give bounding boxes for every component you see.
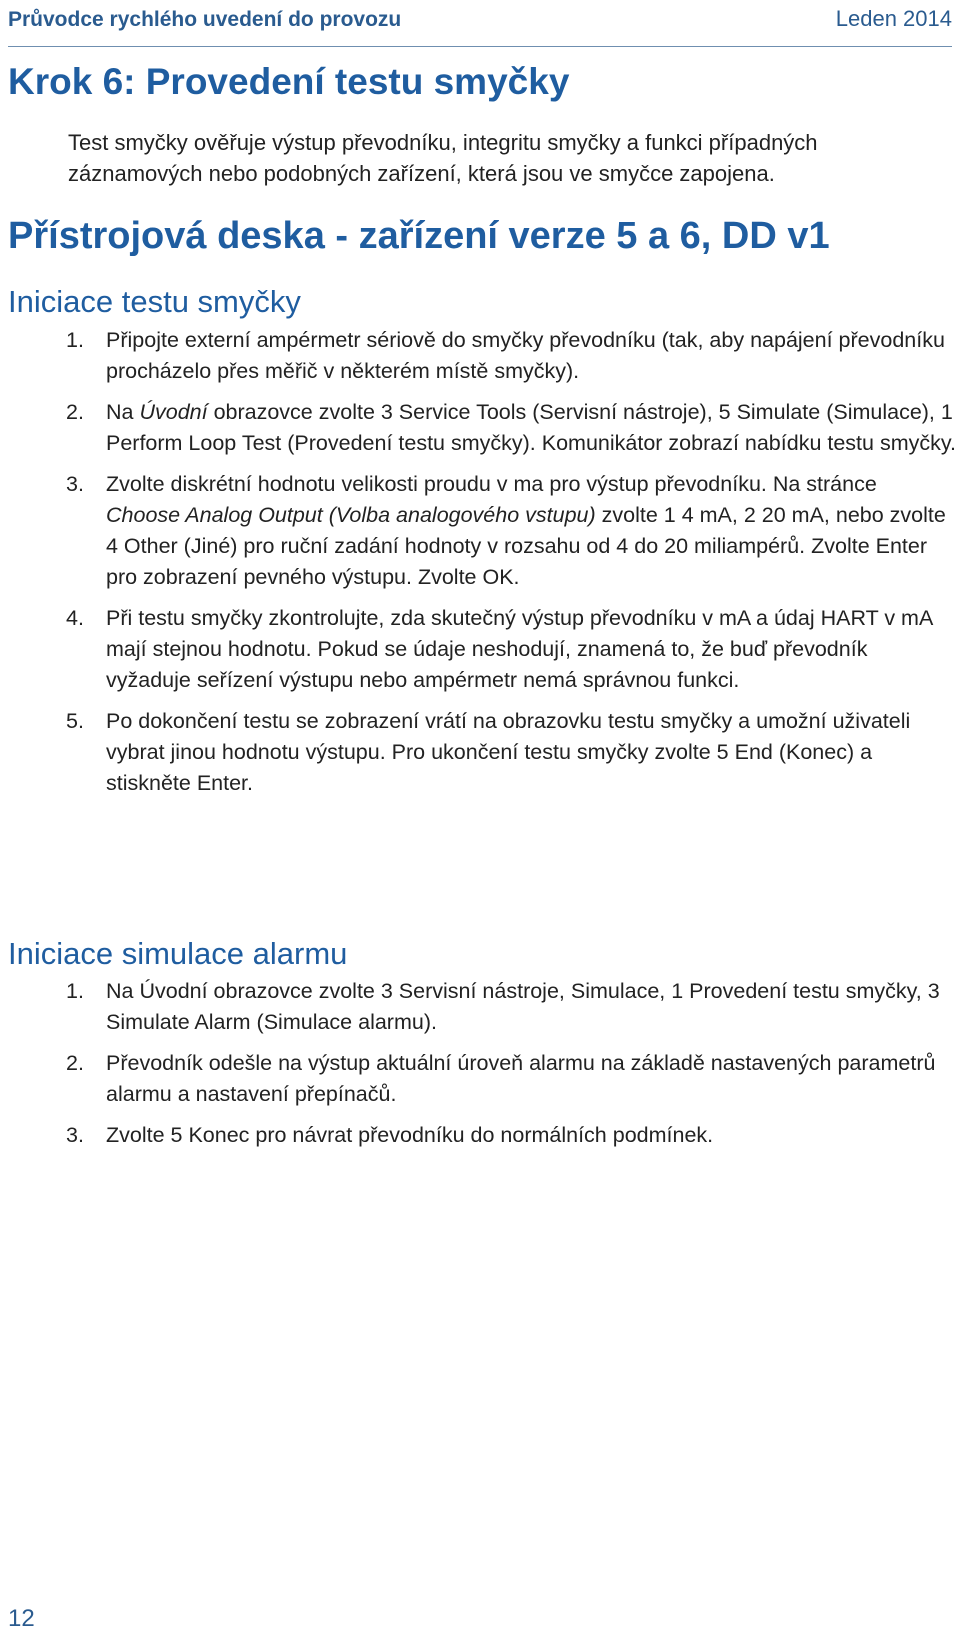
item-text-pre: Zvolte diskrétní hodnotu velikosti proudu v ma pro výstup převodníku. Na stránce (106, 472, 877, 496)
item-number: 1. (66, 979, 84, 1003)
item-number: 2. (66, 1051, 84, 1075)
section-heading: Přístrojová deska - zařízení verze 5 a 6, DD v1 (8, 215, 830, 257)
alarm-simulation-steps (66, 976, 956, 1161)
list-item (66, 325, 956, 387)
item-text-post: obrazovce zvolte 3 Service Tools (Servisní nástroje), 5 Simulate (Simulace), 1 Perform Loop Test (Provedení testu smyčky). Komunikátor zobrazí nabídku testu smyčky. (106, 400, 956, 455)
list-item (66, 1048, 956, 1110)
page-header (8, 0, 952, 47)
item-text-emphasis: Choose Analog Output (Volba analogového vstupu) (106, 503, 596, 527)
item-text-pre: Na (106, 400, 140, 424)
item-text: Při testu smyčky zkontrolujte, zda skutečný výstup převodníku v mA a údaj HART v mA mají stejnou hodnotu. Pokud se údaje neshodují, znamená to, že buď převodník vyžaduje seřízení výstupu nebo ampérmetr nemá správnou funkci. (106, 606, 933, 692)
intro-paragraph: Test smyčky ověřuje výstup převodníku, integritu smyčky a funkci případných záznamových nebo podobných zařízení, která jsou ve smyčce zapojena. (68, 130, 818, 186)
subsection-heading-loop-test: Iniciace testu smyčky (8, 284, 301, 319)
item-text: Převodník odešle na výstup aktuální úroveň alarmu na základě nastavených parametrů alarmu a nastavení přepínačů. (106, 1051, 936, 1106)
item-text-post: zvolte 1 4 mA, 2 20 mA, nebo zvolte 4 Other (Jiné) pro ruční zadání hodnoty v rozsahu od 4 do 20 miliampérů. Zvolte Enter pro zobrazení pevného výstupu. Zvolte OK. (106, 503, 946, 589)
item-number: 5. (66, 709, 84, 733)
list-item (66, 1120, 956, 1151)
list-item (66, 976, 956, 1038)
loop-test-steps (66, 325, 956, 809)
document-date: Leden 2014 (835, 6, 952, 31)
item-text: Po dokončení testu se zobrazení vrátí na obrazovku testu smyčky a umožní uživateli vybrat jinou hodnotu výstupu. Pro ukončení testu smyčky zvolte 5 End (Konec) a stiskněte Enter. (106, 709, 911, 795)
item-number: 4. (66, 606, 84, 630)
item-text: Připojte externí ampérmetr sériově do smyčky převodníku (tak, aby napájení převodníku procházelo přes měřič v některém místě smyčky). (106, 328, 945, 383)
item-number: 1. (66, 328, 84, 352)
document-title: Průvodce rychlého uvedení do provozu (8, 8, 402, 31)
list-item (66, 397, 956, 459)
list-item (66, 603, 956, 696)
page-number: 12 (8, 1605, 35, 1632)
step-heading: Krok 6: Provedení testu smyčky (8, 61, 570, 102)
item-number: 2. (66, 400, 84, 424)
list-item (66, 706, 956, 799)
item-text: Na Úvodní obrazovce zvolte 3 Servisní nástroje, Simulace, 1 Provedení testu smyčky, 3 Simulate Alarm (Simulace alarmu). (106, 979, 940, 1034)
item-text: Zvolte 5 Konec pro návrat převodníku do normálních podmínek. (106, 1123, 714, 1147)
item-number: 3. (66, 1123, 84, 1147)
item-number: 3. (66, 472, 84, 496)
subsection-heading-alarm-simulation: Iniciace simulace alarmu (8, 936, 348, 971)
item-text-emphasis: Úvodní (139, 400, 208, 424)
list-item (66, 469, 956, 593)
